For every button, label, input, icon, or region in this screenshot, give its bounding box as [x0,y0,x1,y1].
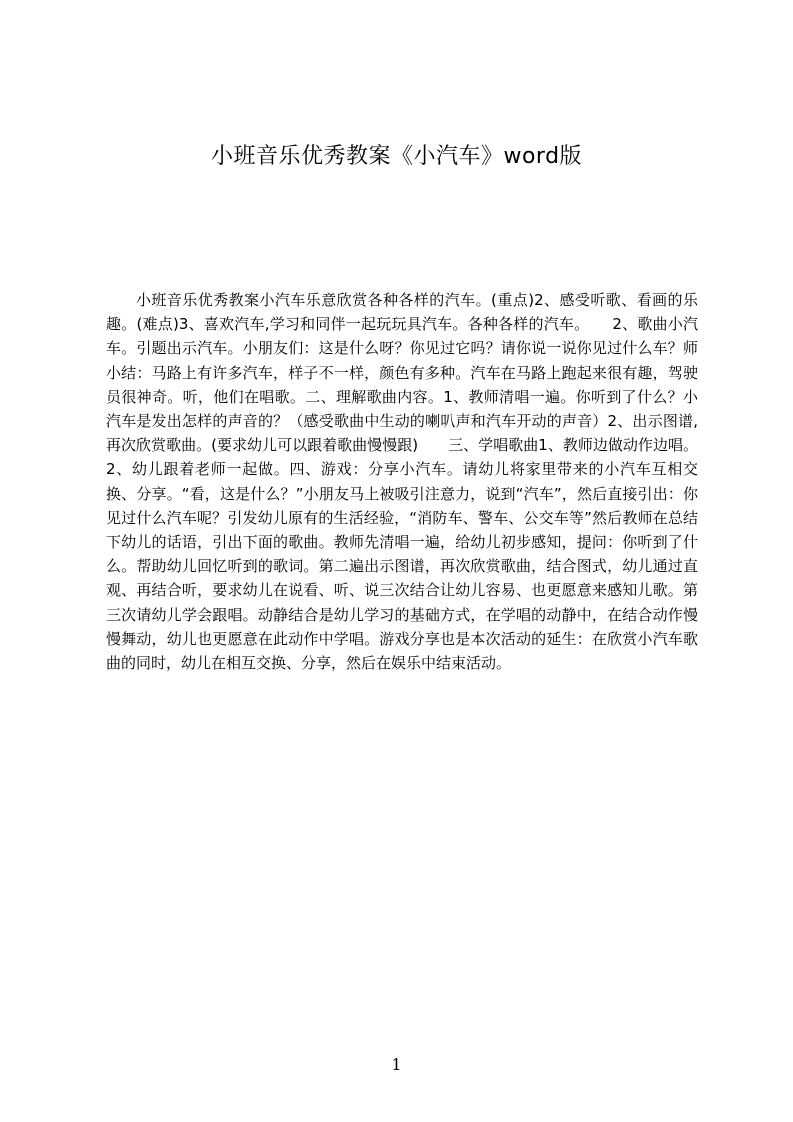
page-number: 1 [391,1055,402,1074]
body-paragraph: 小班音乐优秀教案小汽车乐意欣赏各种各样的汽车。(重点)2、感受听歌、看画的乐趣。(难点)3、喜欢汽车,学习和同伴一起玩玩具汽车。各种各样的汽车。 2、歌曲小汽车。引题出示汽车。小朋友们：这是什么呀？你见过它吗？请你说一说你见过什么车？师小结：马路上有许多汽车，样子不一样，颜色有多种。汽车在马路上跑起来很有趣，驾驶员很神奇。听，他们在唱歌。二、理解歌曲内容。1、教师清唱一遍。你听到了什么？小汽车是发出怎样的声音的？（感受歌曲中生动的喇叭声和汽车开动的声音）2、出示图谱,再次欣赏歌曲。(要求幼儿可以跟着歌曲慢慢跟) 三、学唱歌曲1、教师边做动作边唱。2、幼儿跟着老师一起做。四、游戏：分享小汽车。请幼儿将家里带来的小汽车互相交换、分享。“看，这是什么？”小朋友马上被吸引注意力，说到“汽车”，然后直接引出：你见过什么汽车呢？引发幼儿原有的生活经验，“消防车、警车、公交车等”然后教师在总结下幼儿的话语，引出下面的歌曲。教师先清唱一遍，给幼儿初步感知，提问：你听到了什么。帮助幼儿回忆听到的歌词。第二遍出示图谱，再次欣赏歌曲，结合图式，幼儿通过直观、再结合听，要求幼儿在说看、听、说三次结合让幼儿容易、也更愿意来感知儿歌。第三次请幼儿学会跟唱。动静结合是幼儿学习的基础方式，在学唱的动静中，在结合动作慢慢舞动，幼儿也更愿意在此动作中学唱。游戏分享也是本次活动的延生：在欣赏小汽车歌曲的同时，幼儿在相互交换、分享，然后在娱乐中结束活动。 [106,291,698,673]
page-title: 小班音乐优秀教案《小汽车》word版 [210,144,583,169]
